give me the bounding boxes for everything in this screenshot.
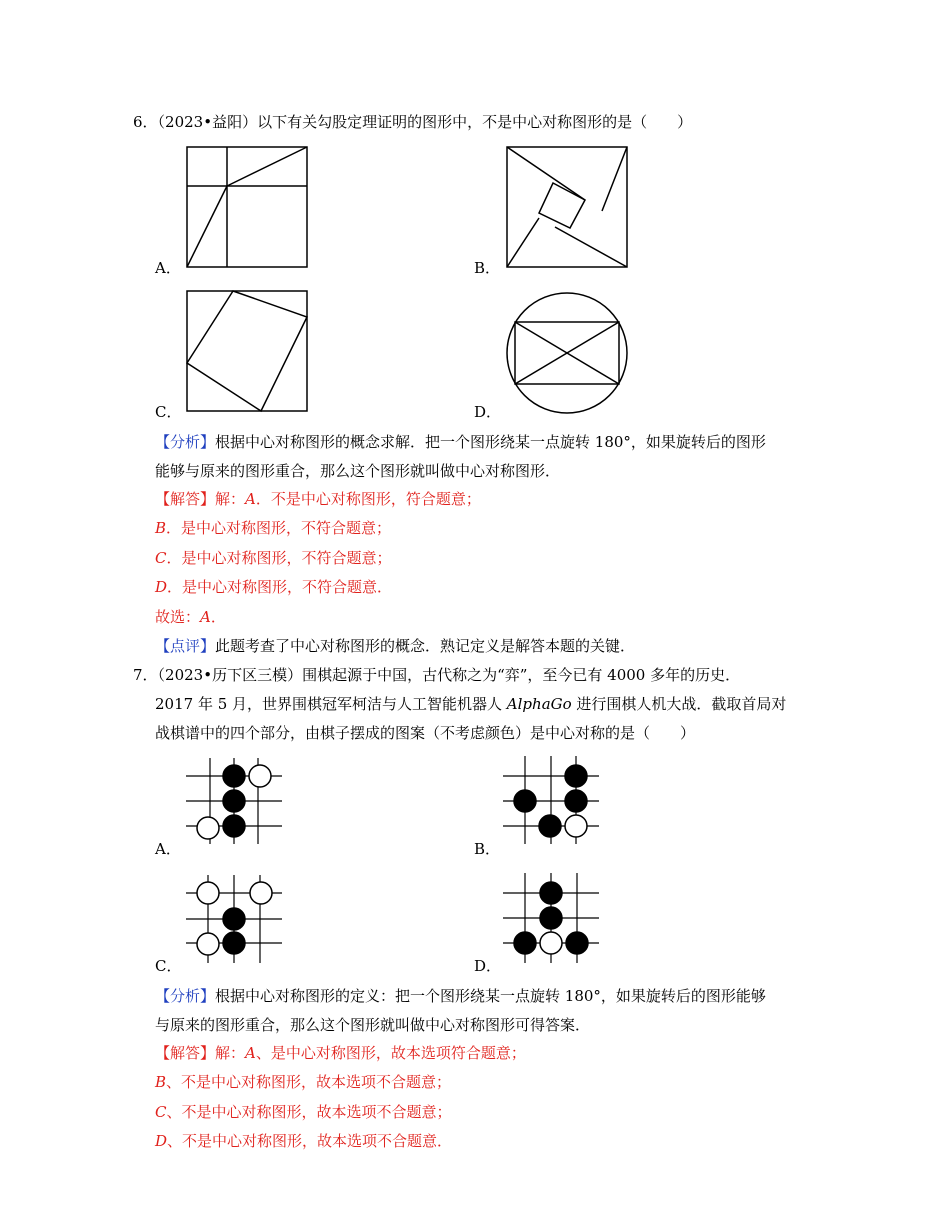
q7-option-b[interactable]: B． (474, 840, 501, 858)
q6-figure-b (506, 146, 628, 268)
q7-answer-line-1 (155, 1043, 526, 1063)
q7-answer-letter-a: A (245, 1044, 256, 1062)
q6-analysis-line-1 (155, 432, 766, 452)
q6-answer-line-1 (155, 489, 481, 509)
q6-figure-a (186, 146, 308, 268)
q6-choice-letter: A (200, 608, 211, 626)
q7-stem-text-2b: 进行围棋人机大战．截取首局对 (571, 695, 787, 713)
q6-option-c[interactable]: C． (155, 403, 182, 421)
q7-stem-text-2a: 2017 年 5 月，世界围棋冠军柯洁与人工智能机器人 (155, 695, 507, 713)
q7-stem-alphago: AlphaGo (506, 695, 572, 713)
q7-option-a[interactable]: A． (155, 840, 181, 858)
q6-answer-line-2 (155, 518, 391, 538)
q6-choice-line (155, 607, 226, 627)
q6-stem (133, 112, 692, 132)
q6-answer-text-a: ．不是中心对称图形，符合题意； (255, 490, 481, 508)
q7-answer-text-a: 、是中心对称图形，故本选项符合题意； (255, 1044, 526, 1062)
q6-answer-text-b: ．是中心对称图形，不符合题意； (166, 519, 392, 537)
q7-option-d[interactable]: D． (474, 957, 502, 975)
q7-answer-line-2 (155, 1072, 451, 1092)
q7-analysis-line-2: 与原来的图形重合，那么这个图形就叫做中心对称图形可得答案． (155, 1016, 591, 1034)
q6-option-a[interactable]: A． (155, 259, 181, 277)
q6-answer-text-c: ．是中心对称图形，不符合题意； (166, 549, 392, 567)
q7-answer-tag: 【解答】 (155, 1044, 216, 1062)
q6-figure-c (186, 290, 308, 412)
q6-stem-text: （2023•益阳）以下有关勾股定理证明的图形中，不是中心对称图形的是（ ） (157, 113, 693, 131)
q6-figure-d (505, 291, 629, 415)
q6-analysis-line-2: 能够与原来的图形重合，那么这个图形就叫做中心对称图形． (155, 462, 561, 480)
q7-answer-line-4 (155, 1131, 452, 1151)
q6-number: 6． (133, 113, 158, 131)
q6-answer-letter-b: B (155, 519, 167, 537)
q6-option-b[interactable]: B． (474, 259, 501, 277)
q6-answer-tag: 【解答】 (155, 490, 216, 508)
q7-option-c[interactable]: C． (155, 957, 182, 975)
q6-answer-letter-a: A (245, 490, 256, 508)
q6-comment-tag: 【点评】 (155, 637, 216, 655)
q7-answer-line-3 (155, 1102, 452, 1122)
q7-figure-d (503, 871, 603, 965)
q7-figure-c (186, 873, 286, 965)
q6-answer-prefix: 解： (215, 490, 246, 508)
q7-answer-text-b: 、不是中心对称图形，故本选项不合题意； (166, 1073, 452, 1091)
q7-analysis-text-1: 根据中心对称图形的定义：把一个图形绕某一点旋转 180°，如果旋转后的图形能够 (215, 987, 766, 1005)
q7-stem-line-1 (133, 665, 740, 685)
q7-stem-line-2 (155, 694, 786, 714)
q6-answer-text-d: ．是中心对称图形，不符合题意． (167, 578, 393, 596)
q7-figure-b (503, 754, 603, 846)
q6-answer-line-3 (155, 548, 392, 568)
q7-stem-line-3: 战棋谱中的四个部分，由棋子摆成的图案（不考虑颜色）是中心对称的是（ ） (155, 724, 696, 742)
q7-analysis-tag: 【分析】 (155, 987, 216, 1005)
q6-answer-letter-d: D (155, 578, 168, 596)
q7-answer-text-c: 、不是中心对称图形，故本选项不合题意； (166, 1103, 452, 1121)
q7-answer-letter-d: D (155, 1132, 168, 1150)
q7-answer-letter-b: B (155, 1073, 167, 1091)
q7-figure-a (186, 756, 286, 846)
q6-analysis-tag: 【分析】 (155, 433, 216, 451)
q7-answer-prefix: 解： (215, 1044, 246, 1062)
q6-comment-line (155, 636, 635, 656)
q7-stem-text-1: （2023•历下区三模）围棋起源于中国，古代称之为“弈”，至今已有 4000 多年的历史． (157, 666, 741, 684)
q7-answer-text-d: 、不是中心对称图形，故本选项不合题意． (167, 1132, 453, 1150)
q7-number: 7． (133, 666, 158, 684)
q6-choice-suffix: ． (210, 608, 226, 626)
q6-choice-prefix: 故选： (155, 608, 201, 626)
q6-comment-text: 此题考查了中心对称图形的概念．熟记定义是解答本题的关键． (215, 637, 636, 655)
q7-analysis-line-1 (155, 986, 766, 1006)
q6-analysis-text-1: 根据中心对称图形的概念求解．把一个图形绕某一点旋转 180°，如果旋转后的图形 (215, 433, 766, 451)
q6-option-d[interactable]: D． (474, 403, 502, 421)
q6-answer-line-4 (155, 577, 392, 597)
q7-answer-letter-c: C (155, 1103, 167, 1121)
q6-answer-letter-c: C (155, 549, 167, 567)
